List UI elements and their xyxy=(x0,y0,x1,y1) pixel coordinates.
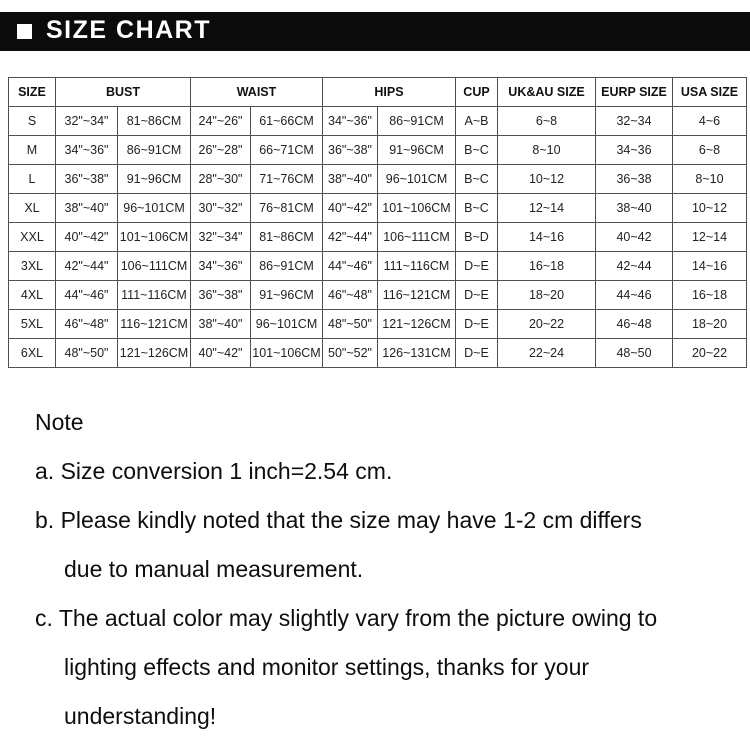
cell-hips-cm: 126~131CM xyxy=(378,339,456,368)
cell-cup: D~E xyxy=(456,310,498,339)
note-item xyxy=(35,447,730,496)
cell-hips-inch: 36"~38" xyxy=(323,136,378,165)
column-header-cup: CUP xyxy=(456,78,498,107)
cell-bust-cm: 106~111CM xyxy=(118,252,191,281)
cell-cup: D~E xyxy=(456,281,498,310)
note-line: b. Please kindly noted that the size may have 1-2 cm differs xyxy=(35,507,642,533)
cell-eurp-size: 46~48 xyxy=(596,310,673,339)
cell-hips-inch: 44"~46" xyxy=(323,252,378,281)
cell-cup: D~E xyxy=(456,339,498,368)
cell-waist-cm: 96~101CM xyxy=(251,310,323,339)
cell-bust-cm: 121~126CM xyxy=(118,339,191,368)
cell-usa-size: 16~18 xyxy=(673,281,747,310)
cell-hips-cm: 116~121CM xyxy=(378,281,456,310)
table-header-row xyxy=(9,78,747,107)
cell-cup: B~C xyxy=(456,194,498,223)
size-chart-table xyxy=(8,77,747,368)
cell-eurp-size: 48~50 xyxy=(596,339,673,368)
table-row xyxy=(9,252,747,281)
cell-size: 6XL xyxy=(9,339,56,368)
cell-size: 3XL xyxy=(9,252,56,281)
column-header-bust: BUST xyxy=(56,78,191,107)
cell-waist-inch: 24"~26" xyxy=(191,107,251,136)
cell-bust-cm: 101~106CM xyxy=(118,223,191,252)
cell-waist-inch: 32"~34" xyxy=(191,223,251,252)
note-line: a. Size conversion 1 inch=2.54 cm. xyxy=(35,458,393,484)
cell-bust-cm: 81~86CM xyxy=(118,107,191,136)
cell-hips-cm: 96~101CM xyxy=(378,165,456,194)
square-bullet-icon xyxy=(17,24,32,39)
table-row xyxy=(9,107,747,136)
cell-bust-cm: 116~121CM xyxy=(118,310,191,339)
cell-waist-cm: 81~86CM xyxy=(251,223,323,252)
cell-cup: D~E xyxy=(456,252,498,281)
note-line: lighting effects and monitor settings, thanks for your xyxy=(64,654,590,680)
cell-usa-size: 4~6 xyxy=(673,107,747,136)
cell-hips-inch: 50"~52" xyxy=(323,339,378,368)
cell-waist-inch: 40"~42" xyxy=(191,339,251,368)
cell-bust-inch: 34"~36" xyxy=(56,136,118,165)
cell-uk-au-size: 18~20 xyxy=(498,281,596,310)
cell-hips-cm: 121~126CM xyxy=(378,310,456,339)
cell-size: M xyxy=(9,136,56,165)
cell-hips-inch: 38"~40" xyxy=(323,165,378,194)
cell-size: 4XL xyxy=(9,281,56,310)
cell-usa-size: 12~14 xyxy=(673,223,747,252)
cell-waist-inch: 36"~38" xyxy=(191,281,251,310)
size-chart-title: SIZE CHART xyxy=(46,16,211,44)
cell-waist-cm: 76~81CM xyxy=(251,194,323,223)
table-row xyxy=(9,310,747,339)
table-row xyxy=(9,281,747,310)
cell-waist-inch: 26"~28" xyxy=(191,136,251,165)
table-row xyxy=(9,339,747,368)
cell-bust-inch: 36"~38" xyxy=(56,165,118,194)
cell-waist-inch: 34"~36" xyxy=(191,252,251,281)
column-header-eurp-size: EURP SIZE xyxy=(596,78,673,107)
cell-bust-inch: 42"~44" xyxy=(56,252,118,281)
cell-bust-cm: 86~91CM xyxy=(118,136,191,165)
cell-bust-inch: 38"~40" xyxy=(56,194,118,223)
cell-waist-inch: 38"~40" xyxy=(191,310,251,339)
cell-waist-cm: 86~91CM xyxy=(251,252,323,281)
note-line: due to manual measurement. xyxy=(64,556,364,582)
size-table-body xyxy=(9,107,747,368)
cell-hips-cm: 111~116CM xyxy=(378,252,456,281)
cell-hips-inch: 40"~42" xyxy=(323,194,378,223)
cell-usa-size: 20~22 xyxy=(673,339,747,368)
cell-bust-inch: 44"~46" xyxy=(56,281,118,310)
cell-size: S xyxy=(9,107,56,136)
column-header-waist: WAIST xyxy=(191,78,323,107)
cell-bust-cm: 96~101CM xyxy=(118,194,191,223)
column-header-uk-au-size: UK&AU SIZE xyxy=(498,78,596,107)
cell-waist-inch: 28"~30" xyxy=(191,165,251,194)
cell-eurp-size: 44~46 xyxy=(596,281,673,310)
note-section xyxy=(35,398,730,741)
table-row xyxy=(9,136,747,165)
cell-cup: B~D xyxy=(456,223,498,252)
cell-usa-size: 6~8 xyxy=(673,136,747,165)
cell-hips-inch: 46"~48" xyxy=(323,281,378,310)
cell-size: L xyxy=(9,165,56,194)
cell-eurp-size: 34~36 xyxy=(596,136,673,165)
cell-uk-au-size: 12~14 xyxy=(498,194,596,223)
cell-uk-au-size: 8~10 xyxy=(498,136,596,165)
cell-waist-cm: 71~76CM xyxy=(251,165,323,194)
cell-size: XL xyxy=(9,194,56,223)
cell-waist-cm: 91~96CM xyxy=(251,281,323,310)
cell-eurp-size: 38~40 xyxy=(596,194,673,223)
column-header-size: SIZE xyxy=(9,78,56,107)
cell-hips-cm: 91~96CM xyxy=(378,136,456,165)
cell-cup: A~B xyxy=(456,107,498,136)
column-header-hips: HIPS xyxy=(323,78,456,107)
cell-uk-au-size: 22~24 xyxy=(498,339,596,368)
cell-hips-inch: 34"~36" xyxy=(323,107,378,136)
note-items xyxy=(35,447,730,741)
cell-cup: B~C xyxy=(456,165,498,194)
cell-usa-size: 8~10 xyxy=(673,165,747,194)
cell-bust-inch: 48"~50" xyxy=(56,339,118,368)
cell-uk-au-size: 10~12 xyxy=(498,165,596,194)
note-line: understanding! xyxy=(64,703,217,729)
cell-uk-au-size: 14~16 xyxy=(498,223,596,252)
cell-bust-inch: 32"~34" xyxy=(56,107,118,136)
cell-waist-cm: 61~66CM xyxy=(251,107,323,136)
cell-waist-cm: 101~106CM xyxy=(251,339,323,368)
cell-hips-cm: 106~111CM xyxy=(378,223,456,252)
cell-bust-cm: 91~96CM xyxy=(118,165,191,194)
table-row xyxy=(9,223,747,252)
table-row xyxy=(9,194,747,223)
cell-eurp-size: 32~34 xyxy=(596,107,673,136)
cell-uk-au-size: 20~22 xyxy=(498,310,596,339)
cell-waist-cm: 66~71CM xyxy=(251,136,323,165)
cell-bust-inch: 40"~42" xyxy=(56,223,118,252)
cell-uk-au-size: 6~8 xyxy=(498,107,596,136)
cell-eurp-size: 42~44 xyxy=(596,252,673,281)
cell-size: XXL xyxy=(9,223,56,252)
size-chart-banner xyxy=(0,12,750,51)
note-title: Note xyxy=(35,409,84,435)
cell-eurp-size: 36~38 xyxy=(596,165,673,194)
cell-bust-cm: 111~116CM xyxy=(118,281,191,310)
note-item xyxy=(35,594,730,741)
cell-bust-inch: 46"~48" xyxy=(56,310,118,339)
cell-hips-inch: 42"~44" xyxy=(323,223,378,252)
cell-usa-size: 14~16 xyxy=(673,252,747,281)
cell-hips-cm: 86~91CM xyxy=(378,107,456,136)
cell-eurp-size: 40~42 xyxy=(596,223,673,252)
cell-hips-inch: 48"~50" xyxy=(323,310,378,339)
cell-usa-size: 18~20 xyxy=(673,310,747,339)
table-row xyxy=(9,165,747,194)
cell-size: 5XL xyxy=(9,310,56,339)
cell-cup: B~C xyxy=(456,136,498,165)
cell-uk-au-size: 16~18 xyxy=(498,252,596,281)
column-header-usa-size: USA SIZE xyxy=(673,78,747,107)
cell-hips-cm: 101~106CM xyxy=(378,194,456,223)
note-item xyxy=(35,496,730,594)
cell-usa-size: 10~12 xyxy=(673,194,747,223)
note-line: c. The actual color may slightly vary from the picture owing to xyxy=(35,605,658,631)
cell-waist-inch: 30"~32" xyxy=(191,194,251,223)
